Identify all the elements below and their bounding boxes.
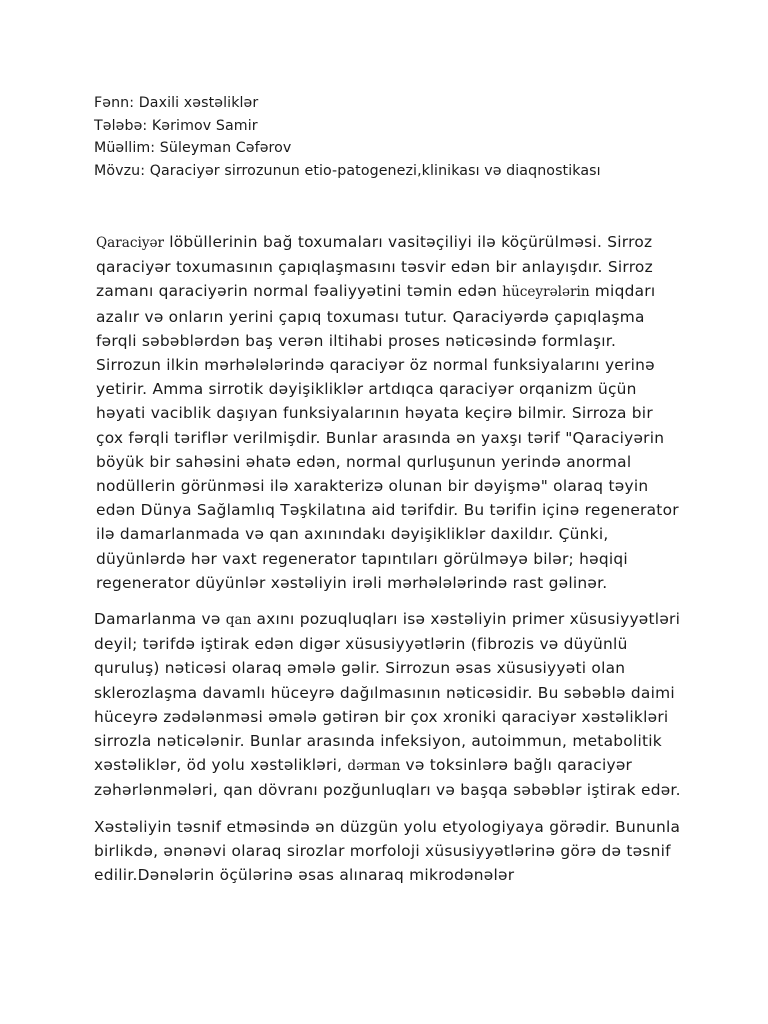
teacher-line: Müəllim: Süleyman Cəfərov	[94, 140, 292, 156]
paragraph-1-serif-word-2: hüceyrələrin	[502, 284, 590, 301]
subject-line: Fənn: Daxili xəstəliklər	[94, 95, 259, 111]
paragraph-1-text-2: miqdarı azalır və onların yerini çapıq toxuması tutur. Qaraciyərdə çapıqlaşma fərqli səbəblərdən baş verən iltihabi proses nəticəsində formlaşır. Sirrozun ilkin mərhələlərində qaraciyər öz normal funksiyalarını yerinə yetirir. Amma sirrotik dəyişikliklər artdıqca qaraciyər orqanizm üçün həyati vaciblik daşıyan funksiyalarının həyata keçirə bilmir. Sirroza bir çox fərqli təriflər verilmişdir. Bunlar arasında ən yaxşı tərif "Qaraciyərin böyük bir sahəsini əhatə edən, normal qurluşunun yerində anormal nodüllerin görünməsi ilə xarakterizə olunan bir dəyişmə" olaraq təyin edən Dünya Sağlamlıq Təşkilatına aid tərifdir. Bu tərifin içinə regenerator ilə damarlanmada və qan axınındakı dəyişikliklər daxildır. Çünki, düyünlərdə hər vaxt regenerator tapıntıları görülməyə bilər; həqiqi regenerator düyünlər xəstəliyin irəli mərhələlərində rast gəlinər.	[96, 282, 679, 592]
paragraph-2-text-3: və toksinlərə bağlı qaraciyər zəhərlənmələri, qan dövranı pozğunluqları və başqa səbəblər iştirak edər.	[94, 756, 681, 800]
paragraph-2-text-2: axını pozuqluqları isə xəstəliyin primer xüsusiyyətləri deyil; tərifdə iştirak edən digər xüsusiyyətlərin (fibrozis və düyünlü quruluş) nəticəsi olaraq əmələ gəlir. Sirrozun əsas xüsusiyyəti olan sklerozlaşma davamlı hüceyrə dağılmasının nəticəsidir. Bu səbəblə daimi hüceyrə zədələnməsi əmələ gətirən bir çox xroniki qaraciyər xəstəlikləri sirrozla nəticələnir. Bunlar arasında infeksiyon, autoimmun, metabolitik xəstəliklər, öd yolu xəstəlikləri,	[94, 610, 681, 775]
paragraph-3	[94, 815, 684, 888]
paragraph-2-serif-word-2: dərman	[347, 758, 401, 775]
document-body	[94, 230, 684, 887]
paragraph-1-text-1: löbüllerinin bağ toxumaları vasitəçiliyi ilə köçürülməsi. Sirroz qaraciyər toxumasının çapıqlaşmasını təsvir edən bir anlayışdır. Sirroz zamanı qaraciyərin normal fəaliyyətini təmin edən	[96, 233, 653, 301]
paragraph-2-text-1: Damarlanma və	[94, 610, 226, 629]
document-header	[94, 92, 714, 182]
paragraph-3-text: Xəstəliyin təsnif etməsində ən düzgün yolu etyologiyaya görədir. Bununla birlikdə, ənənəvi olaraq sirozlar morfoloji xüsusiyyətlərinə görə də təsnif edilir.Dənələrin öçülərinə əsas alınaraq mikrodənələr	[94, 817, 681, 885]
paragraph-1	[94, 230, 684, 595]
paragraph-2	[94, 607, 684, 803]
topic-line: Mövzu: Qaraciyər sirrozunun etio-patogenezi,klinikası və diaqnostikası	[94, 162, 601, 179]
paragraph-1-serif-word-1: Qaraciyər	[96, 235, 165, 251]
student-line: Tələbə: Kərimov Samir	[94, 117, 258, 134]
paragraph-2-serif-word-1: qan	[225, 612, 252, 629]
